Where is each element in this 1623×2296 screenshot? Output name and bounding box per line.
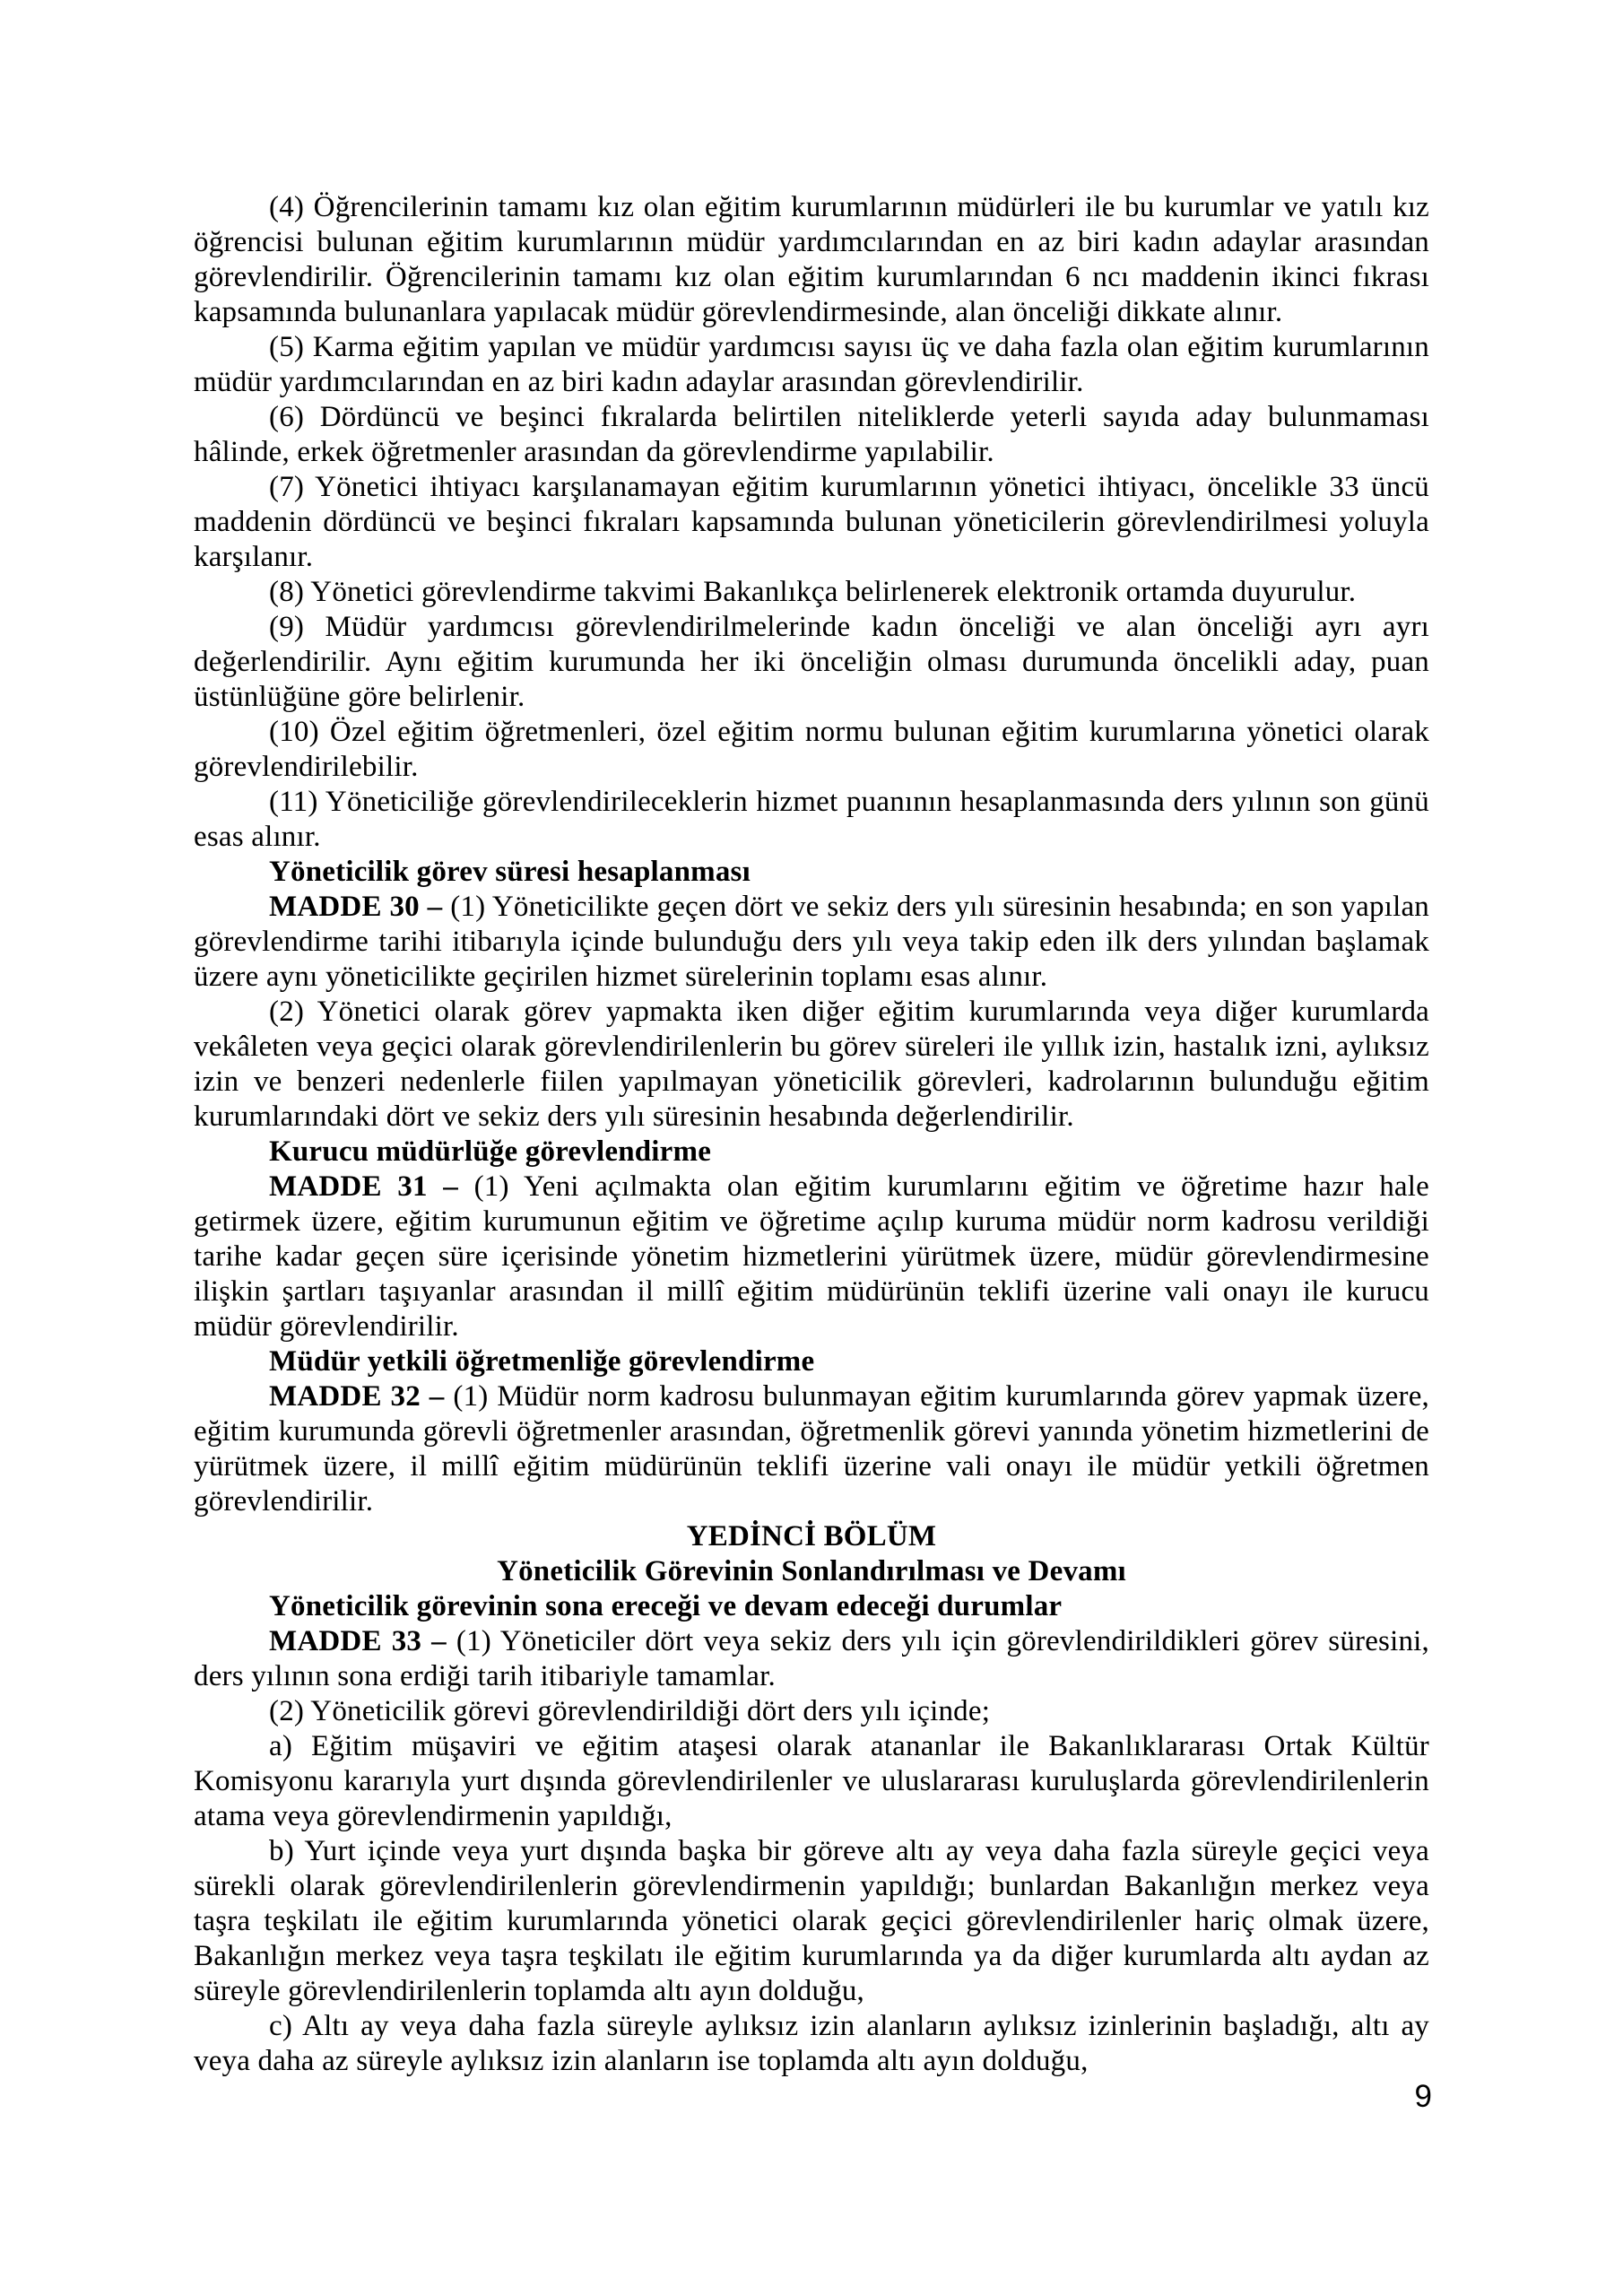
heading-kurucu-mudurluge-gorevlendirme: Kurucu müdürlüğe görevlendirme <box>269 1135 712 1168</box>
madde-30-label: MADDE 30 – <box>269 891 443 923</box>
document-body <box>194 190 1429 2079</box>
paragraph-fikra-7: (7) Yönetici ihtiyacı karşılanamayan eğitim kurumlarının yönetici ihtiyacı, öncelikle 33 üncü maddenin dördüncü ve beşinci fıkraları kapsamında bulunan yöneticilerin görevlendirilmesi yoluyla karşılanır. <box>194 471 1429 573</box>
heading-sona-erecegi-durumlar: Yöneticilik görevinin sona ereceği ve devam edeceği durumlar <box>269 1590 1063 1622</box>
paragraph-madde-31-fikra-1 <box>194 1170 1429 1344</box>
madde-30-text: (1) Yöneticilikte geçen dört ve sekiz ders yılı süresinin hesabında; en son yapılan görevlendirme tarihi itibarıyla içinde bulunduğu ders yılı veya takip eden ilk ders yılından başlamak üzere aynı yöneticilikte geçirilen hizmet sürelerinin toplamı esas alınır. <box>194 891 1430 993</box>
madde-31-label: MADDE 31 – <box>269 1170 458 1203</box>
madde-33-label: MADDE 33 – <box>269 1625 447 1657</box>
madde-33-text: (1) Yöneticiler dört veya sekiz ders yılı için görevlendirildikleri görev süresini, ders yılının sona erdiği tarih itibariyle tamamlar. <box>194 1625 1429 1692</box>
paragraph-madde-33-fikra-2: (2) Yöneticilik görevi görevlendirildiği dört ders yılı içinde; <box>269 1695 991 1727</box>
paragraph-madde-32-fikra-1 <box>194 1379 1429 1519</box>
madde-32-label: MADDE 32 – <box>269 1380 445 1413</box>
section-heading-yedinci-bolum: YEDİNCİ BÖLÜM <box>686 1520 937 1552</box>
page-number: 9 <box>1414 2079 1432 2114</box>
paragraph-madde-30-fikra-1 <box>194 890 1429 995</box>
paragraph-madde-33-bent-b: b) Yurt içinde veya yurt dışında başka bir göreve altı ay veya daha fazla süreyle geçici veya sürekli olarak görevlendirilenlerin görevlendirmenin yapıldığı; bunlardan Bakanlığın merkez veya taşra teşkilatı ile eğitim kurumlarında yönetici olarak geçici görevlendirilenler hariç olmak üzere, Bakanlığın merkez veya taşra teşkilatı ile eğitim kurumlarında ya da diğer kurumlarda altı aydan az süreyle görevlendirilenlerin toplamda altı ayın dolduğu, <box>194 1835 1429 2007</box>
section-subheading-sonlandirilmasi-ve-devami: Yöneticilik Görevinin Sonlandırılması ve Devamı <box>497 1555 1126 1587</box>
paragraph-fikra-9: (9) Müdür yardımcısı görevlendirilmelerinde kadın önceliği ve alan önceliği ayrı ayrı değerlendirilir. Aynı eğitim kurumunda her iki önceliğin olması durumunda öncelikli aday, puan üstünlüğüne göre belirlenir. <box>194 611 1429 713</box>
paragraph-madde-33-fikra-1 <box>194 1624 1429 1694</box>
paragraph-madde-33-bent-a: a) Eğitim müşaviri ve eğitim ataşesi olarak atananlar ile Bakanlıklararası Ortak Kültür Komisyonu kararıyla yurt dışında görevlendirilenler ve uluslararası kuruluşlarda görevlendirilenlerin atama veya görevlendirmenin yapıldığı, <box>194 1730 1429 1832</box>
paragraph-fikra-10: (10) Özel eğitim öğretmenleri, özel eğitim normu bulunan eğitim kurumlarına yönetici olarak görevlendirilebilir. <box>194 716 1429 783</box>
madde-32-text: (1) Müdür norm kadrosu bulunmayan eğitim kurumlarında görev yapmak üzere, eğitim kurumunda görevli öğretmenler arasından, öğretmenlik görevi yanında yönetim hizmetlerini de yürütmek üzere, il millî eğitim müdürünün teklifi üzerine vali onayı ile müdür yetkili öğretmen görevlendirilir. <box>194 1380 1429 1518</box>
paragraph-madde-30-fikra-2: (2) Yönetici olarak görev yapmakta iken diğer eğitim kurumlarında veya diğer kurumlarda vekâleten veya geçici olarak görevlendirilenlerin bu görev süreleri ile yıllık izin, hastalık izni, aylıksız izin ve benzeri nedenlerle fiilen yapılmayan yöneticilik görevleri, kadrolarının bulunduğu eğitim kurumlarındaki dört ve sekiz ders yılı süresinin hesabında değerlendirilir. <box>194 996 1429 1133</box>
paragraph-fikra-4: (4) Öğrencilerinin tamamı kız olan eğitim kurumlarının müdürleri ile bu kurumlar ve yatılı kız öğrencisi bulunan eğitim kurumlarının müdür yardımcılarından en az biri kadın adaylar arasından görevlendirilir. Öğrencilerinin tamamı kız olan eğitim kurumlarından 6 ncı maddenin ikinci fıkrası kapsamında bulunanlara yapılacak müdür görevlendirmesinde, alan önceliği dikkate alınır. <box>194 191 1429 328</box>
paragraph-fikra-6: (6) Dördüncü ve beşinci fıkralarda belirtilen niteliklerde yeterli sayıda aday bulunmaması hâlinde, erkek öğretmenler arasından da görevlendirme yapılabilir. <box>194 401 1429 468</box>
madde-31-text: (1) Yeni açılmakta olan eğitim kurumlarını eğitim ve öğretime hazır hale getirmek üzere, eğitim kurumunun eğitim ve öğretime açılıp kuruma müdür norm kadrosu verildiği tarihe kadar geçen süre içerisinde yönetim hizmetlerini yürütmek üzere, müdür görevlendirmesine ilişkin şartları taşıyanlar arasından il millî eğitim müdürünün teklifi üzerine vali onayı ile kurucu müdür görevlendirilir. <box>194 1170 1429 1343</box>
heading-yoneticilik-gorev-suresi: Yöneticilik görev süresi hesaplanması <box>269 856 751 888</box>
heading-mudur-yetkili-ogretmenlige: Müdür yetkili öğretmenliğe görevlendirme <box>269 1345 815 1378</box>
paragraph-madde-33-bent-c: c) Altı ay veya daha fazla süreyle aylıksız izin alanların aylıksız izinlerinin başladığı, altı ay veya daha az süreyle aylıksız izin alanların ise toplamda altı ayın dolduğu, <box>194 2010 1429 2077</box>
paragraph-fikra-5: (5) Karma eğitim yapılan ve müdür yardımcısı sayısı üç ve daha fazla olan eğitim kurumlarının müdür yardımcılarından en az biri kadın adaylar arasından görevlendirilir. <box>194 331 1429 398</box>
paragraph-fikra-11: (11) Yöneticiliğe görevlendirileceklerin hizmet puanının hesaplanmasında ders yılının son günü esas alınır. <box>194 786 1429 853</box>
paragraph-fikra-8: (8) Yönetici görevlendirme takvimi Bakanlıkça belirlenerek elektronik ortamda duyurulur. <box>269 576 1357 608</box>
